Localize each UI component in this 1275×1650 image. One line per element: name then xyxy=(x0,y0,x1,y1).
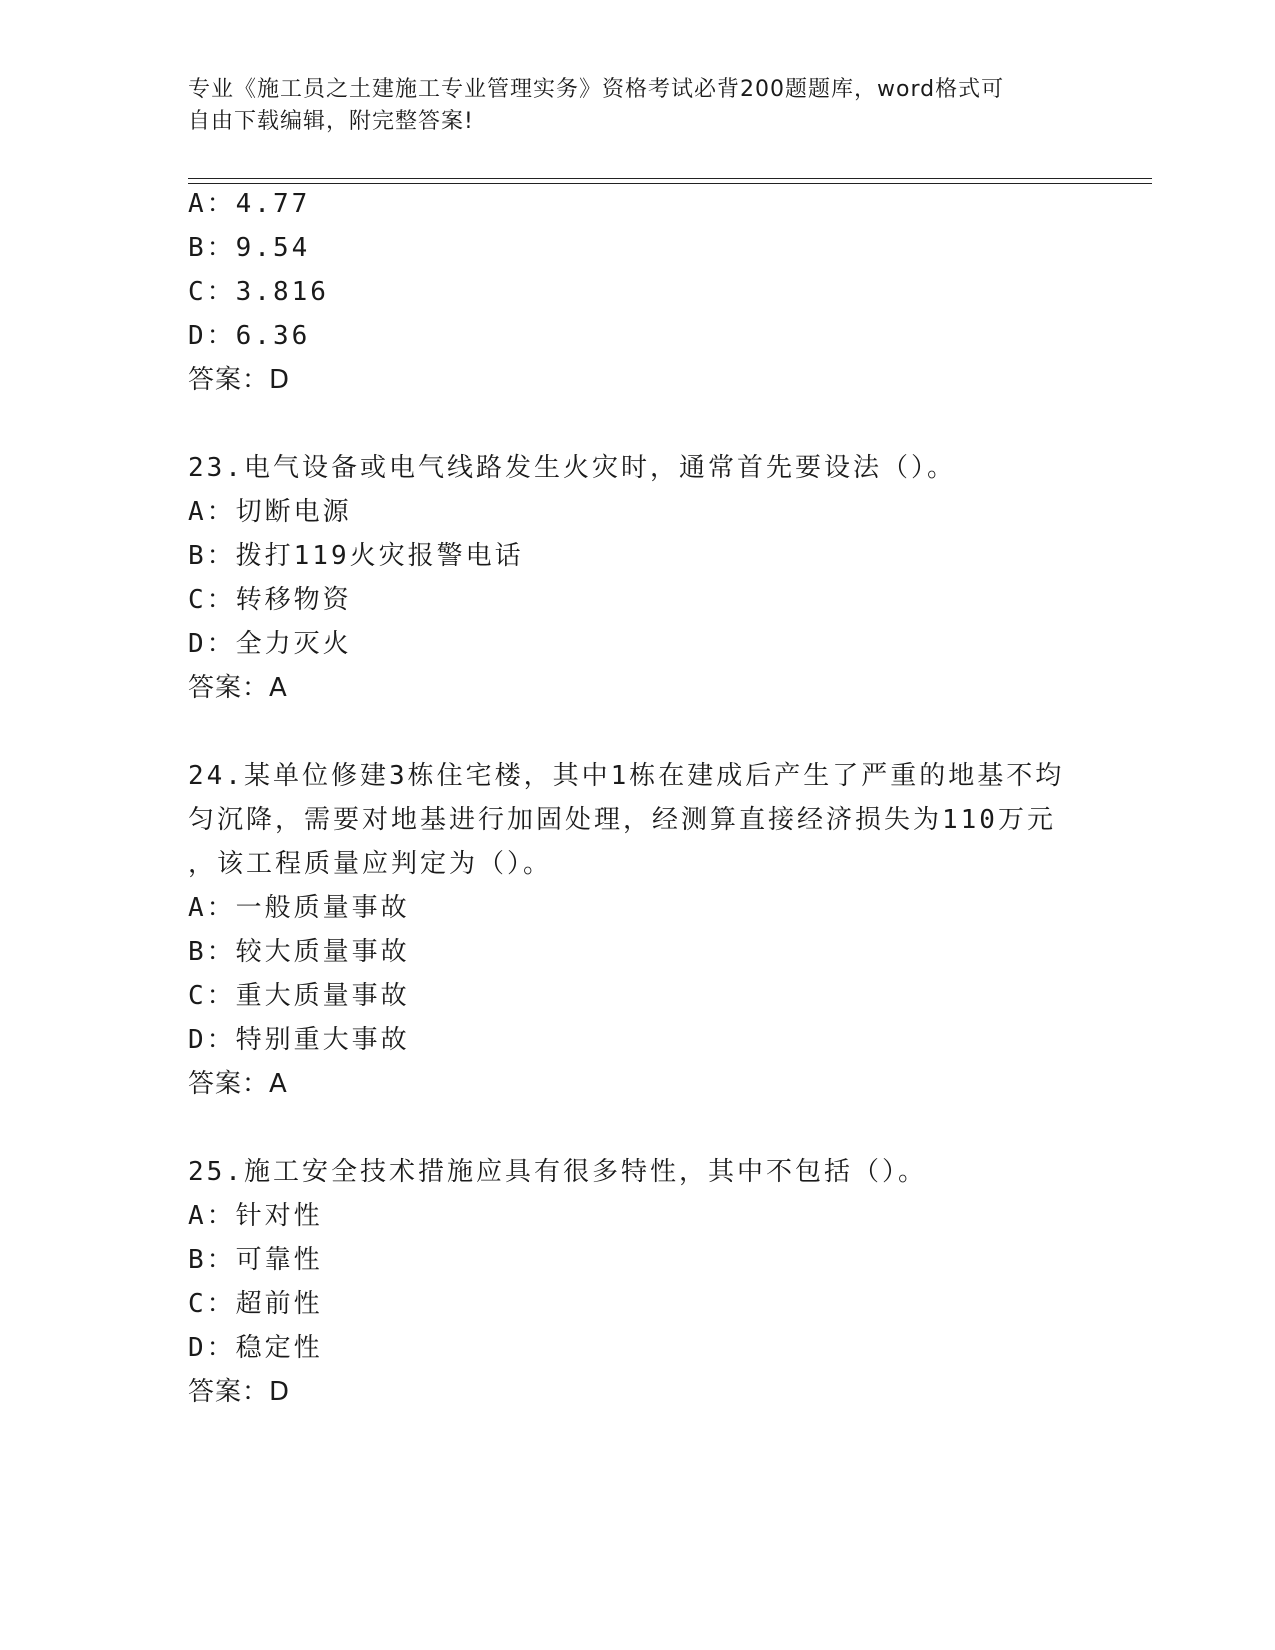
option-d: D：特别重大事故 xyxy=(188,1025,410,1055)
option-b: B：可靠性 xyxy=(188,1245,323,1275)
option-d: D：6.36 xyxy=(188,321,311,351)
header-line-2: 自由下载编辑，附完整答案! xyxy=(188,109,474,134)
option-b: B：9.54 xyxy=(188,233,311,263)
question-stem-line-3: ，该工程质量应判定为（）。 xyxy=(188,849,553,879)
option-c: C：3.816 xyxy=(188,277,329,307)
header-divider-bottom xyxy=(188,183,1152,184)
option-a: A：4.77 xyxy=(188,189,311,219)
option-a: A：切断电源 xyxy=(188,497,352,527)
option-a: A：针对性 xyxy=(188,1201,323,1231)
answer: 答案：D xyxy=(188,1377,291,1407)
option-b: B：较大质量事故 xyxy=(188,937,410,967)
option-d: D：稳定性 xyxy=(188,1333,323,1363)
header-line-1: 专业《施工员之土建施工专业管理实务》资格考试必背200题题库，word格式可 xyxy=(188,77,1005,102)
answer: 答案：A xyxy=(188,1069,288,1099)
option-d: D：全力灭火 xyxy=(188,629,352,659)
header-divider-top xyxy=(188,178,1152,179)
page-header xyxy=(188,74,1068,138)
question-stem-line-1: 24.某单位修建3栋住宅楼，其中1栋在建成后产生了严重的地基不均 xyxy=(188,761,1065,791)
option-b: B：拨打119火灾报警电话 xyxy=(188,541,524,571)
answer: 答案：A xyxy=(188,673,288,703)
question-stem-line-2: 匀沉降，需要对地基进行加固处理，经测算直接经济损失为110万元 xyxy=(188,805,1056,835)
option-c: C：重大质量事故 xyxy=(188,981,410,1011)
option-a: A：一般质量事故 xyxy=(188,893,410,923)
question-stem: 25.施工安全技术措施应具有很多特性，其中不包括（）。 xyxy=(188,1157,927,1187)
option-c: C：超前性 xyxy=(188,1289,323,1319)
answer: 答案：D xyxy=(188,365,291,395)
question-stem: 23.电气设备或电气线路发生火灾时，通常首先要设法（）。 xyxy=(188,453,956,483)
option-c: C：转移物资 xyxy=(188,585,352,615)
